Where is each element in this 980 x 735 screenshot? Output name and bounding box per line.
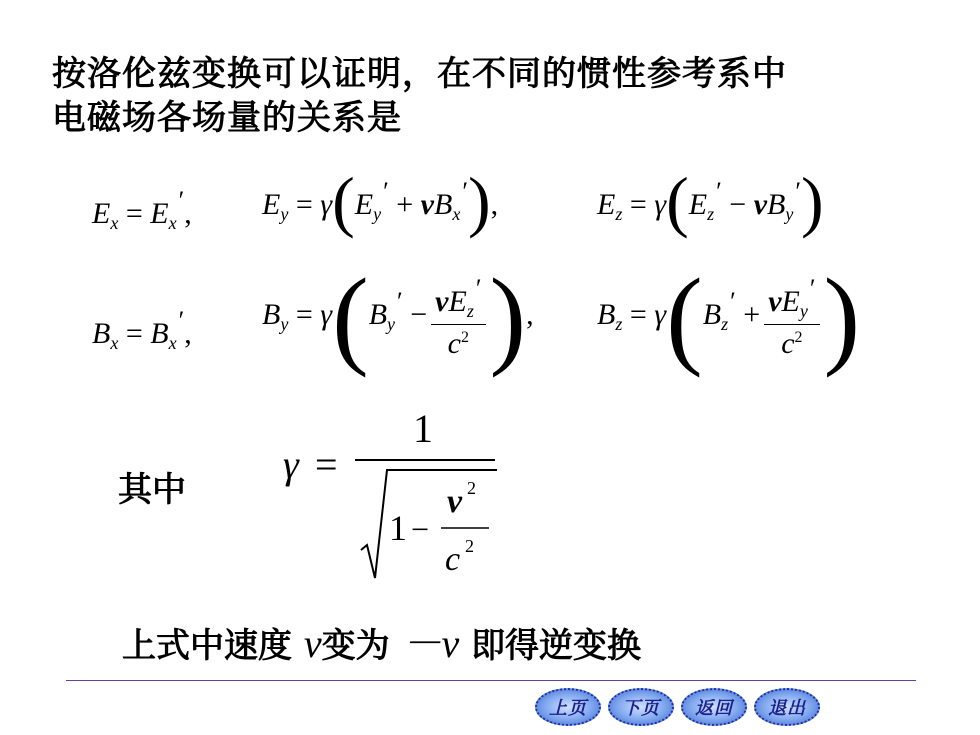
- footer-divider: [66, 680, 916, 681]
- inverse-v: v: [303, 621, 322, 666]
- intro-text: [52, 52, 912, 140]
- b-field-equations: [92, 256, 912, 392]
- qizhong-label: 其中: [118, 470, 186, 510]
- inverse-neg-v: －v: [401, 621, 460, 666]
- v-squared-base: v: [447, 483, 463, 520]
- intro-line-2: 电磁场各场量的关系是: [52, 98, 402, 138]
- prev-page-button[interactable]: 上页: [535, 688, 601, 726]
- eq-by: $B_y = \gamma(B_y'$ − $\frac{vE_z'}{c^2}$ ),: [262, 256, 534, 378]
- eq-ex: $E_x = E_x'$,: [92, 186, 192, 233]
- gamma-symbol: γ: [283, 442, 299, 487]
- eq-bz: $B_z = \gamma(B_z'$ + $\frac{vE_y'}{c^2}$ ): [597, 256, 861, 378]
- equals-sign: =: [315, 442, 338, 487]
- c-exponent: 2: [465, 536, 474, 556]
- gamma-formula: [275, 400, 535, 590]
- inverse-text-a: 上式中速度: [122, 626, 292, 666]
- back-button[interactable]: 返回: [681, 688, 747, 726]
- eq-bx: $B_x = B_x'$,: [92, 306, 192, 353]
- sqrt-one: 1: [389, 508, 407, 548]
- v-exponent: 2: [467, 478, 476, 498]
- sqrt-minus: −: [411, 511, 430, 547]
- eq-ey: $E_y = \gamma(E_y' + vB_x')$,: [262, 163, 499, 239]
- inverse-text-c: 即得逆变换: [471, 626, 642, 666]
- next-page-button[interactable]: 下页: [608, 688, 674, 726]
- eq-ez: $E_z = \gamma(E_z' - vB_y')$: [597, 163, 824, 239]
- c-squared-base: c: [445, 541, 461, 578]
- gamma-numerator: 1: [413, 406, 433, 451]
- exit-button[interactable]: 退出: [754, 688, 820, 726]
- gamma-formula-graphic: [275, 400, 535, 590]
- inverse-transform-note: [122, 612, 641, 669]
- inverse-text-b: 变为: [321, 626, 390, 666]
- e-field-equations: [92, 160, 912, 260]
- slide-navigation: [535, 688, 820, 726]
- intro-line-1: 按洛伦兹变换可以证明，在不同的惯性参考系中: [52, 54, 787, 94]
